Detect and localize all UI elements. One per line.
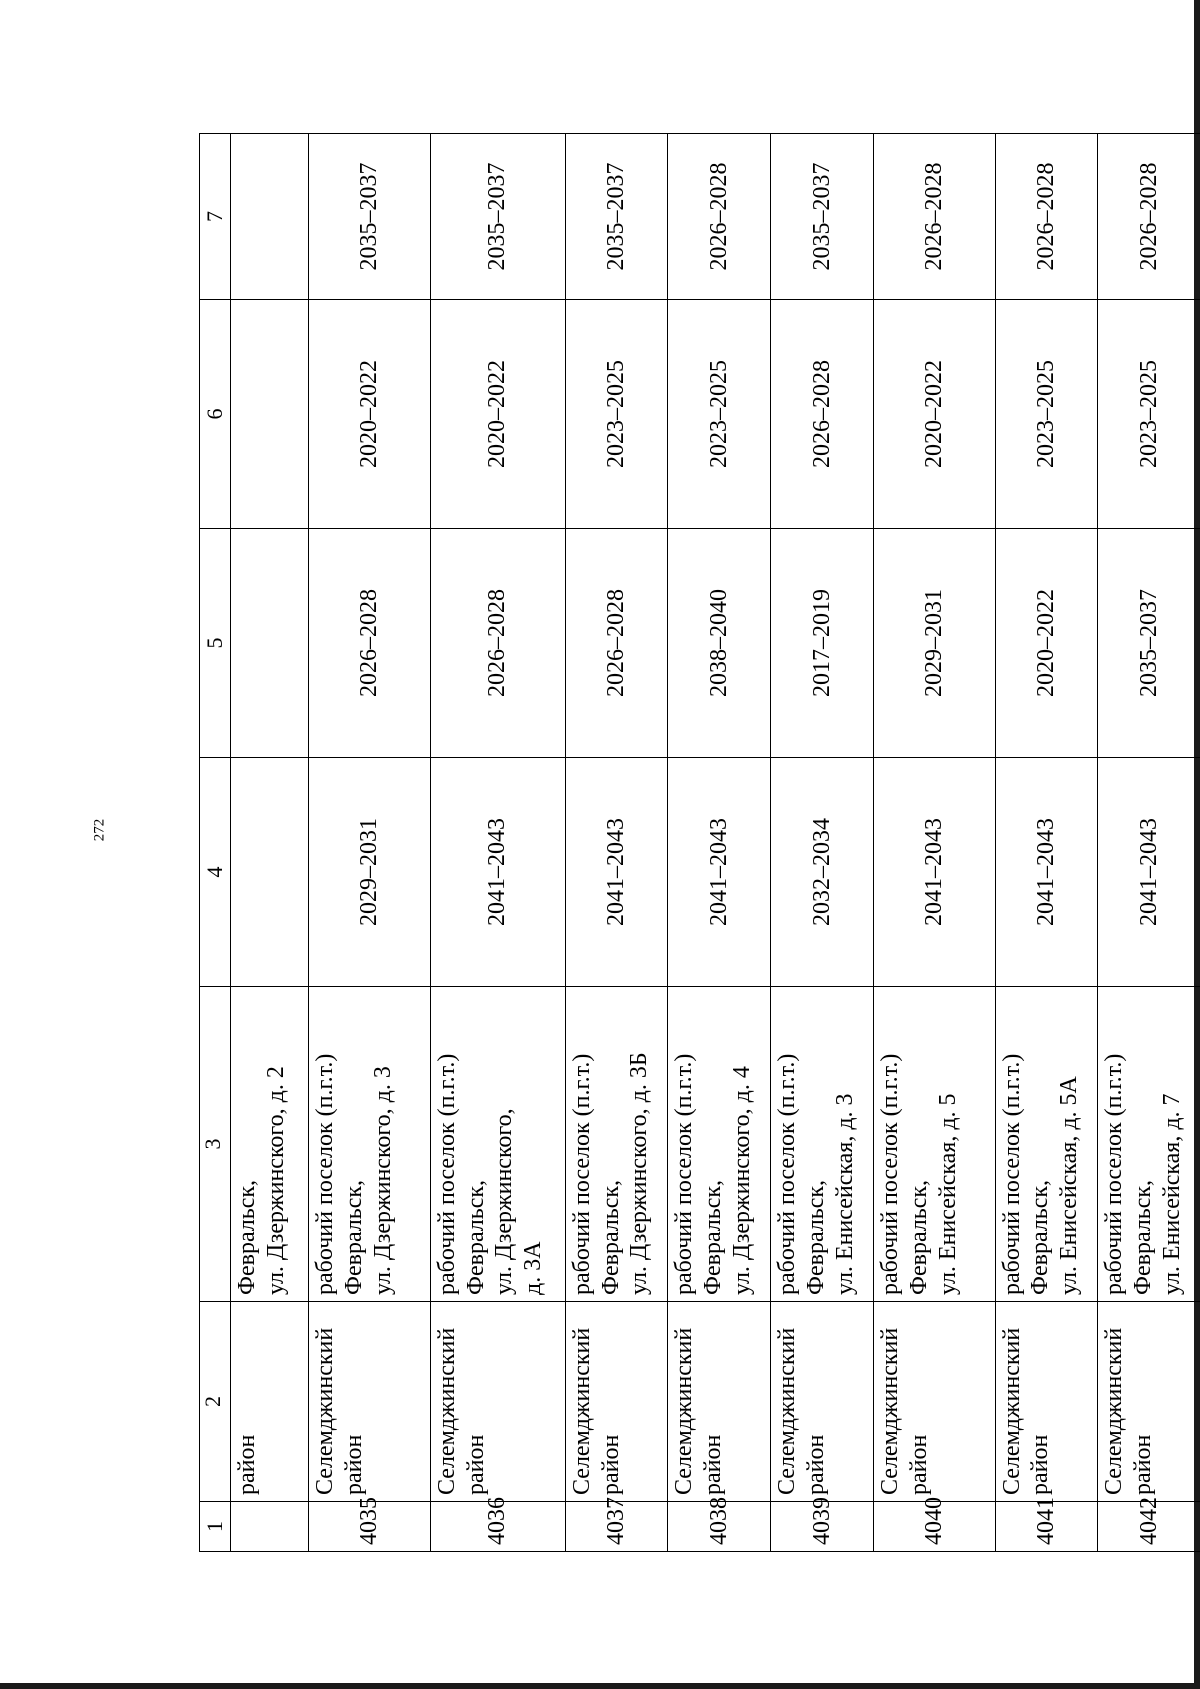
cell-address: рабочий поселок (п.г.т.) Февральск, ул. Енисейская, д. 3 bbox=[771, 987, 874, 1302]
table-row bbox=[565, 134, 668, 1552]
cell-number: 4039 bbox=[771, 1502, 874, 1552]
cell-col5: 2017–2019 bbox=[771, 529, 874, 758]
cell-col7: 2035–2037 bbox=[771, 134, 874, 300]
table-row bbox=[309, 134, 430, 1552]
cell-number: 4042 bbox=[1098, 1502, 1200, 1552]
cell-col5: 2026–2028 bbox=[430, 529, 565, 758]
housing-schedule-table bbox=[199, 133, 1200, 1552]
cell-col4: 2041–2043 bbox=[565, 758, 668, 987]
table-row bbox=[1098, 134, 1200, 1552]
cell-col4: 2032–2034 bbox=[771, 758, 874, 987]
cell-col4: 2029–2031 bbox=[309, 758, 430, 987]
cell-district: Селемджинский район bbox=[565, 1302, 668, 1502]
table-row bbox=[430, 134, 565, 1552]
column-number-row bbox=[200, 134, 231, 1552]
cell-number: 4041 bbox=[995, 1502, 1098, 1552]
cell-col4: 2041–2043 bbox=[874, 758, 995, 987]
table-row bbox=[874, 134, 995, 1552]
cell-col6: 2023–2025 bbox=[995, 300, 1098, 529]
scan-edge-bottom bbox=[0, 1683, 1200, 1689]
cell-col6: 2020–2022 bbox=[874, 300, 995, 529]
cell-col6 bbox=[230, 300, 309, 529]
cell-number: 4037 bbox=[565, 1502, 668, 1552]
table-row bbox=[771, 134, 874, 1552]
column-header-3: 3 bbox=[200, 987, 231, 1302]
cell-number bbox=[230, 1502, 309, 1552]
cell-number: 4035 bbox=[309, 1502, 430, 1552]
page-number: 272 bbox=[91, 818, 108, 842]
cell-address: рабочий поселок (п.г.т.) Февральск, ул. Енисейская, д. 5 bbox=[874, 987, 995, 1302]
column-header-6: 6 bbox=[200, 300, 231, 529]
column-header-5: 5 bbox=[200, 529, 231, 758]
cell-col4: 2041–2043 bbox=[668, 758, 771, 987]
cell-address: рабочий поселок (п.г.т.) Февральск, ул. Дзержинского, д. 3 bbox=[309, 987, 430, 1302]
cell-col6: 2026–2028 bbox=[771, 300, 874, 529]
cell-address: Февральск, ул. Дзержинского, д. 2 bbox=[230, 987, 309, 1302]
column-header-2: 2 bbox=[200, 1302, 231, 1502]
cell-district: Селемджинский район bbox=[1098, 1302, 1200, 1502]
cell-col7: 2026–2028 bbox=[668, 134, 771, 300]
cell-col7: 2035–2037 bbox=[565, 134, 668, 300]
cell-col7: 2026–2028 bbox=[1098, 134, 1200, 300]
cell-col4: 2041–2043 bbox=[995, 758, 1098, 987]
cell-address: рабочий поселок (п.г.т.) Февральск, ул. Енисейская, д. 7 bbox=[1098, 987, 1200, 1302]
cell-col6: 2023–2025 bbox=[1098, 300, 1200, 529]
cell-col6: 2023–2025 bbox=[668, 300, 771, 529]
cell-address: рабочий поселок (п.г.т.) Февральск, ул. Енисейская, д. 5А bbox=[995, 987, 1098, 1302]
cell-number: 4038 bbox=[668, 1502, 771, 1552]
cell-col4 bbox=[230, 758, 309, 987]
cell-col5: 2026–2028 bbox=[309, 529, 430, 758]
cell-col7: 2035–2037 bbox=[309, 134, 430, 300]
cell-col5: 2020–2022 bbox=[995, 529, 1098, 758]
cell-col5: 2035–2037 bbox=[1098, 529, 1200, 758]
cell-number: 4040 bbox=[874, 1502, 995, 1552]
cell-col5: 2038–2040 bbox=[668, 529, 771, 758]
cell-address: рабочий поселок (п.г.т.) Февральск, ул. Дзержинского, д. 3А bbox=[430, 987, 565, 1302]
column-header-4: 4 bbox=[200, 758, 231, 987]
cell-col6: 2020–2022 bbox=[309, 300, 430, 529]
cell-col7 bbox=[230, 134, 309, 300]
table-row bbox=[668, 134, 771, 1552]
cell-number: 4036 bbox=[430, 1502, 565, 1552]
cell-address: рабочий поселок (п.г.т.) Февральск, ул. Дзержинского, д. 4 bbox=[668, 987, 771, 1302]
rotated-table-container bbox=[199, 141, 1200, 1552]
cell-district: Селемджинский район bbox=[771, 1302, 874, 1502]
cell-district: Селемджинский район bbox=[430, 1302, 565, 1502]
cell-district: Селемджинский район bbox=[668, 1302, 771, 1502]
cell-col5 bbox=[230, 529, 309, 758]
cell-district: район bbox=[230, 1302, 309, 1502]
table-row bbox=[995, 134, 1098, 1552]
cell-col7: 2026–2028 bbox=[995, 134, 1098, 300]
cell-col5: 2029–2031 bbox=[874, 529, 995, 758]
cell-district: Селемджинский район bbox=[995, 1302, 1098, 1502]
cell-col5: 2026–2028 bbox=[565, 529, 668, 758]
cell-col6: 2023–2025 bbox=[565, 300, 668, 529]
cell-col4: 2041–2043 bbox=[430, 758, 565, 987]
cell-col7: 2026–2028 bbox=[874, 134, 995, 300]
cell-col7: 2035–2037 bbox=[430, 134, 565, 300]
column-header-1: 1 bbox=[200, 1502, 231, 1552]
cell-col6: 2020–2022 bbox=[430, 300, 565, 529]
cell-district: Селемджинский район bbox=[874, 1302, 995, 1502]
continuation-row bbox=[230, 134, 309, 1552]
column-header-7: 7 bbox=[200, 134, 231, 300]
cell-district: Селемджинский район bbox=[309, 1302, 430, 1502]
cell-address: рабочий поселок (п.г.т.) Февральск, ул. Дзержинского, д. 3Б bbox=[565, 987, 668, 1302]
cell-col4: 2041–2043 bbox=[1098, 758, 1200, 987]
